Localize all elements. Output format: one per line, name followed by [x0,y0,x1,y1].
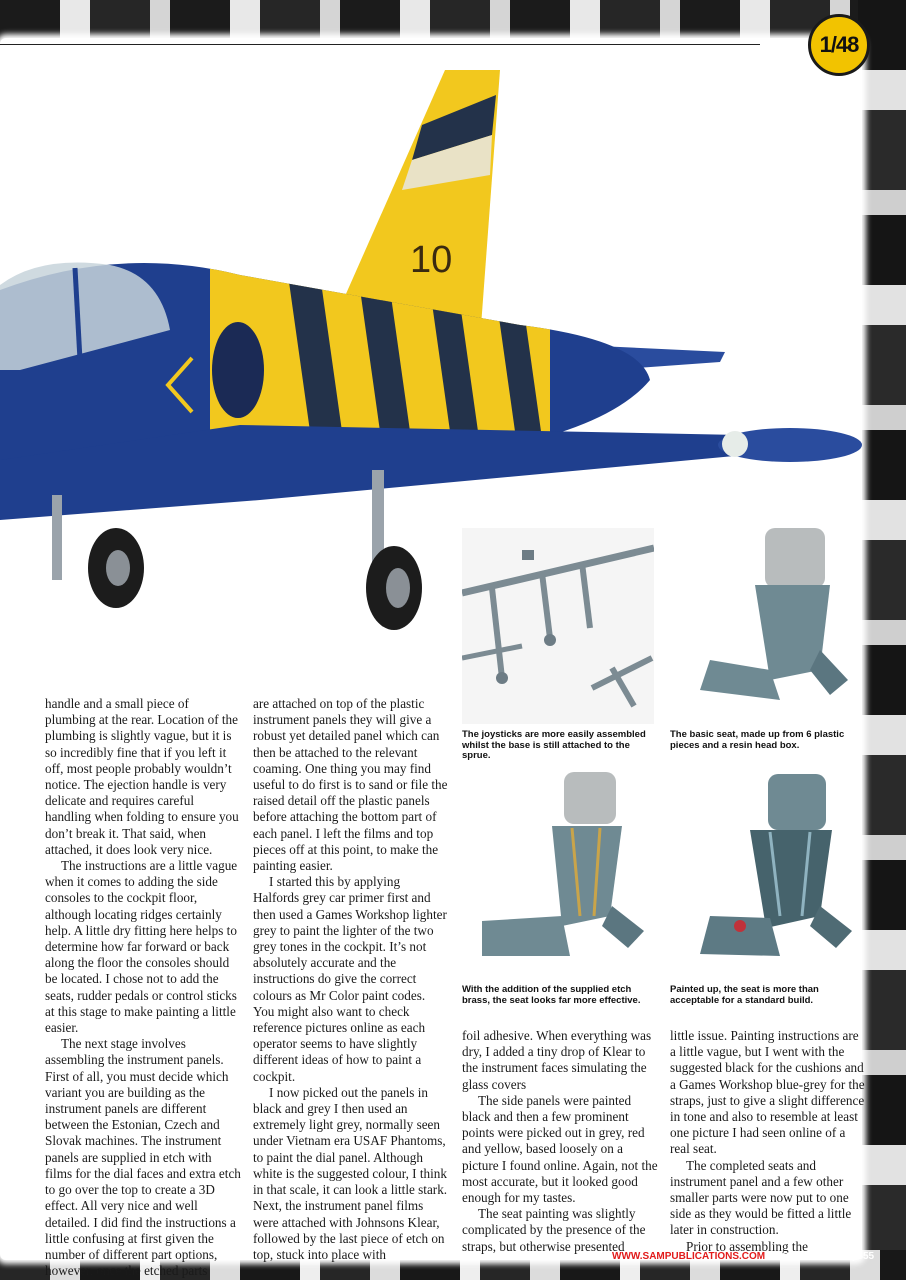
nose-wheel-hub [106,550,130,586]
etch-seat-illustration [462,766,654,978]
footer-separator: • [767,1251,772,1262]
footer-url[interactable]: WWW.SAMPUBLICATIONS.COM [612,1251,766,1262]
paragraph: The instructions are a little vague when it comes to adding the side consoles to the cockpit floor, although locating ridges certainly help. A little dry fitting here helps to determine how far forward or back along the floor the consoles should be located. I chose not to add the seats, rudder pedals or control sticks at this stage to make painting a little easier. [45,858,238,1036]
wingtip-light [722,431,748,457]
front-gear-strut [52,495,62,580]
paragraph: The next stage involves assembling the instrument panels. First of all, you must decide which variant you are building as the instrument panels are different between the Estonian, Czech and Slovak machines. The instrument panels are supplied in etch with films for the dial faces and extra etch to go over the top to create a 3D effect. All very nice and well detailed. I did find the instructions a little confusing at first given the number of different part options, however, once the etched parts [45,1036,241,1279]
photo-etch-seat [462,766,654,978]
text-column-2 [253,696,449,1263]
main-wheel-hub [386,568,410,608]
caption-painted-seat: Painted up, the seat is more than acceptable for a standard build. [670,984,819,1006]
paragraph: The completed seats and instrument panel and a few other smaller parts were now put to one side as they would be fitted a little later in construction. [670,1157,852,1238]
page-number: 855 [857,1251,875,1262]
caption-joysticks: The joysticks are more easily assembled whilst the base is still attached to the sprue. [462,729,646,761]
text-column-4 [670,1028,866,1255]
basic-seat-illustration [670,520,862,720]
photo-painted-seat [670,766,862,978]
footer-issue: OCTOBER 2016 [774,1251,850,1262]
paragraph: are attached on top of the plastic instrument panels they will give a robust yet detailed panel which can then be attached to the relevant coaming. One thing you may find useful to do first is to sand or file the raised detail off the plastic panels before attaching the bottom part of each panel. I left the films and top pieces off at this point, to make the painting easier. [253,696,448,874]
caption-basic-seat: The basic seat, made up from 6 plastic pieces and a resin head box. [670,729,845,751]
footer-divider: | [851,1251,855,1262]
air-intake [212,322,264,418]
sprue-illustration [462,528,654,724]
text-column-3 [462,1028,658,1255]
photo-basic-seat [670,520,862,720]
paragraph: little issue. Painting instructions are a little vague, but I went with the suggested black for the cushions and a Games Workshop blue-grey for the straps, just to give a slight difference in tone and also to resemble at least one picture I had seen online of a real seat. [670,1028,865,1157]
tail-number: 10 [410,239,453,281]
paragraph: The seat painting was slightly complicated by the presence of the straps, but otherwise presented [462,1206,646,1254]
paragraph: The side panels were painted black and then a few prominent points were picked out in grey, red and yellow, based loosely on a picture I found online. Again, not the most accurate, but it looked good enough for my tastes. [462,1092,658,1206]
paragraph: I now picked out the panels in black and grey I then used an extremely light grey, normally seen under Vietnam era USAF Phantoms, to paint the dial panel. Although white is the suggested colour, I think in that scale, it can look a little stark. Next, the instrument panel films were attached with Johnsons Klear, followed by the last piece of etch on top, stuck into place with [253,1084,448,1262]
paragraph: Prior to assembling the [686,1238,808,1254]
photo-joysticks-sprue [462,528,654,724]
paragraph: handle and a small piece of plumbing at the rear. Location of the plumbing is slightly vague, but it is so incredibly fine that if you left it off, most people probably wouldn’t notice. The ejection handle is very delicate and requires careful handling when folding to ensure you don’t break it. That said, when attached, it does look very nice. [45,696,239,857]
scale-badge-label: 1/48 [819,32,859,57]
paragraph: I started this by applying Halfords grey car primer first and then used a Games Workshop lighter grey to paint the lighter of the two grey tones in the cockpit. It’s not absolutely accurate and the instructions do give the correct colours as Mr Color paint codes. You might also want to check reference pictures online as each operator seems to have slightly different ideas of how to paint a cockpit. [253,874,447,1084]
text-column-1 [45,696,241,1279]
painted-seat-illustration [670,766,862,978]
paragraph: foil adhesive. When everything was dry, I added a tiny drop of Klear to the instrument faces simulating the glass covers [462,1028,652,1092]
page-footer [612,1251,874,1262]
caption-etch-seat: With the addition of the supplied etch brass, the seat looks far more effective. [462,984,641,1006]
